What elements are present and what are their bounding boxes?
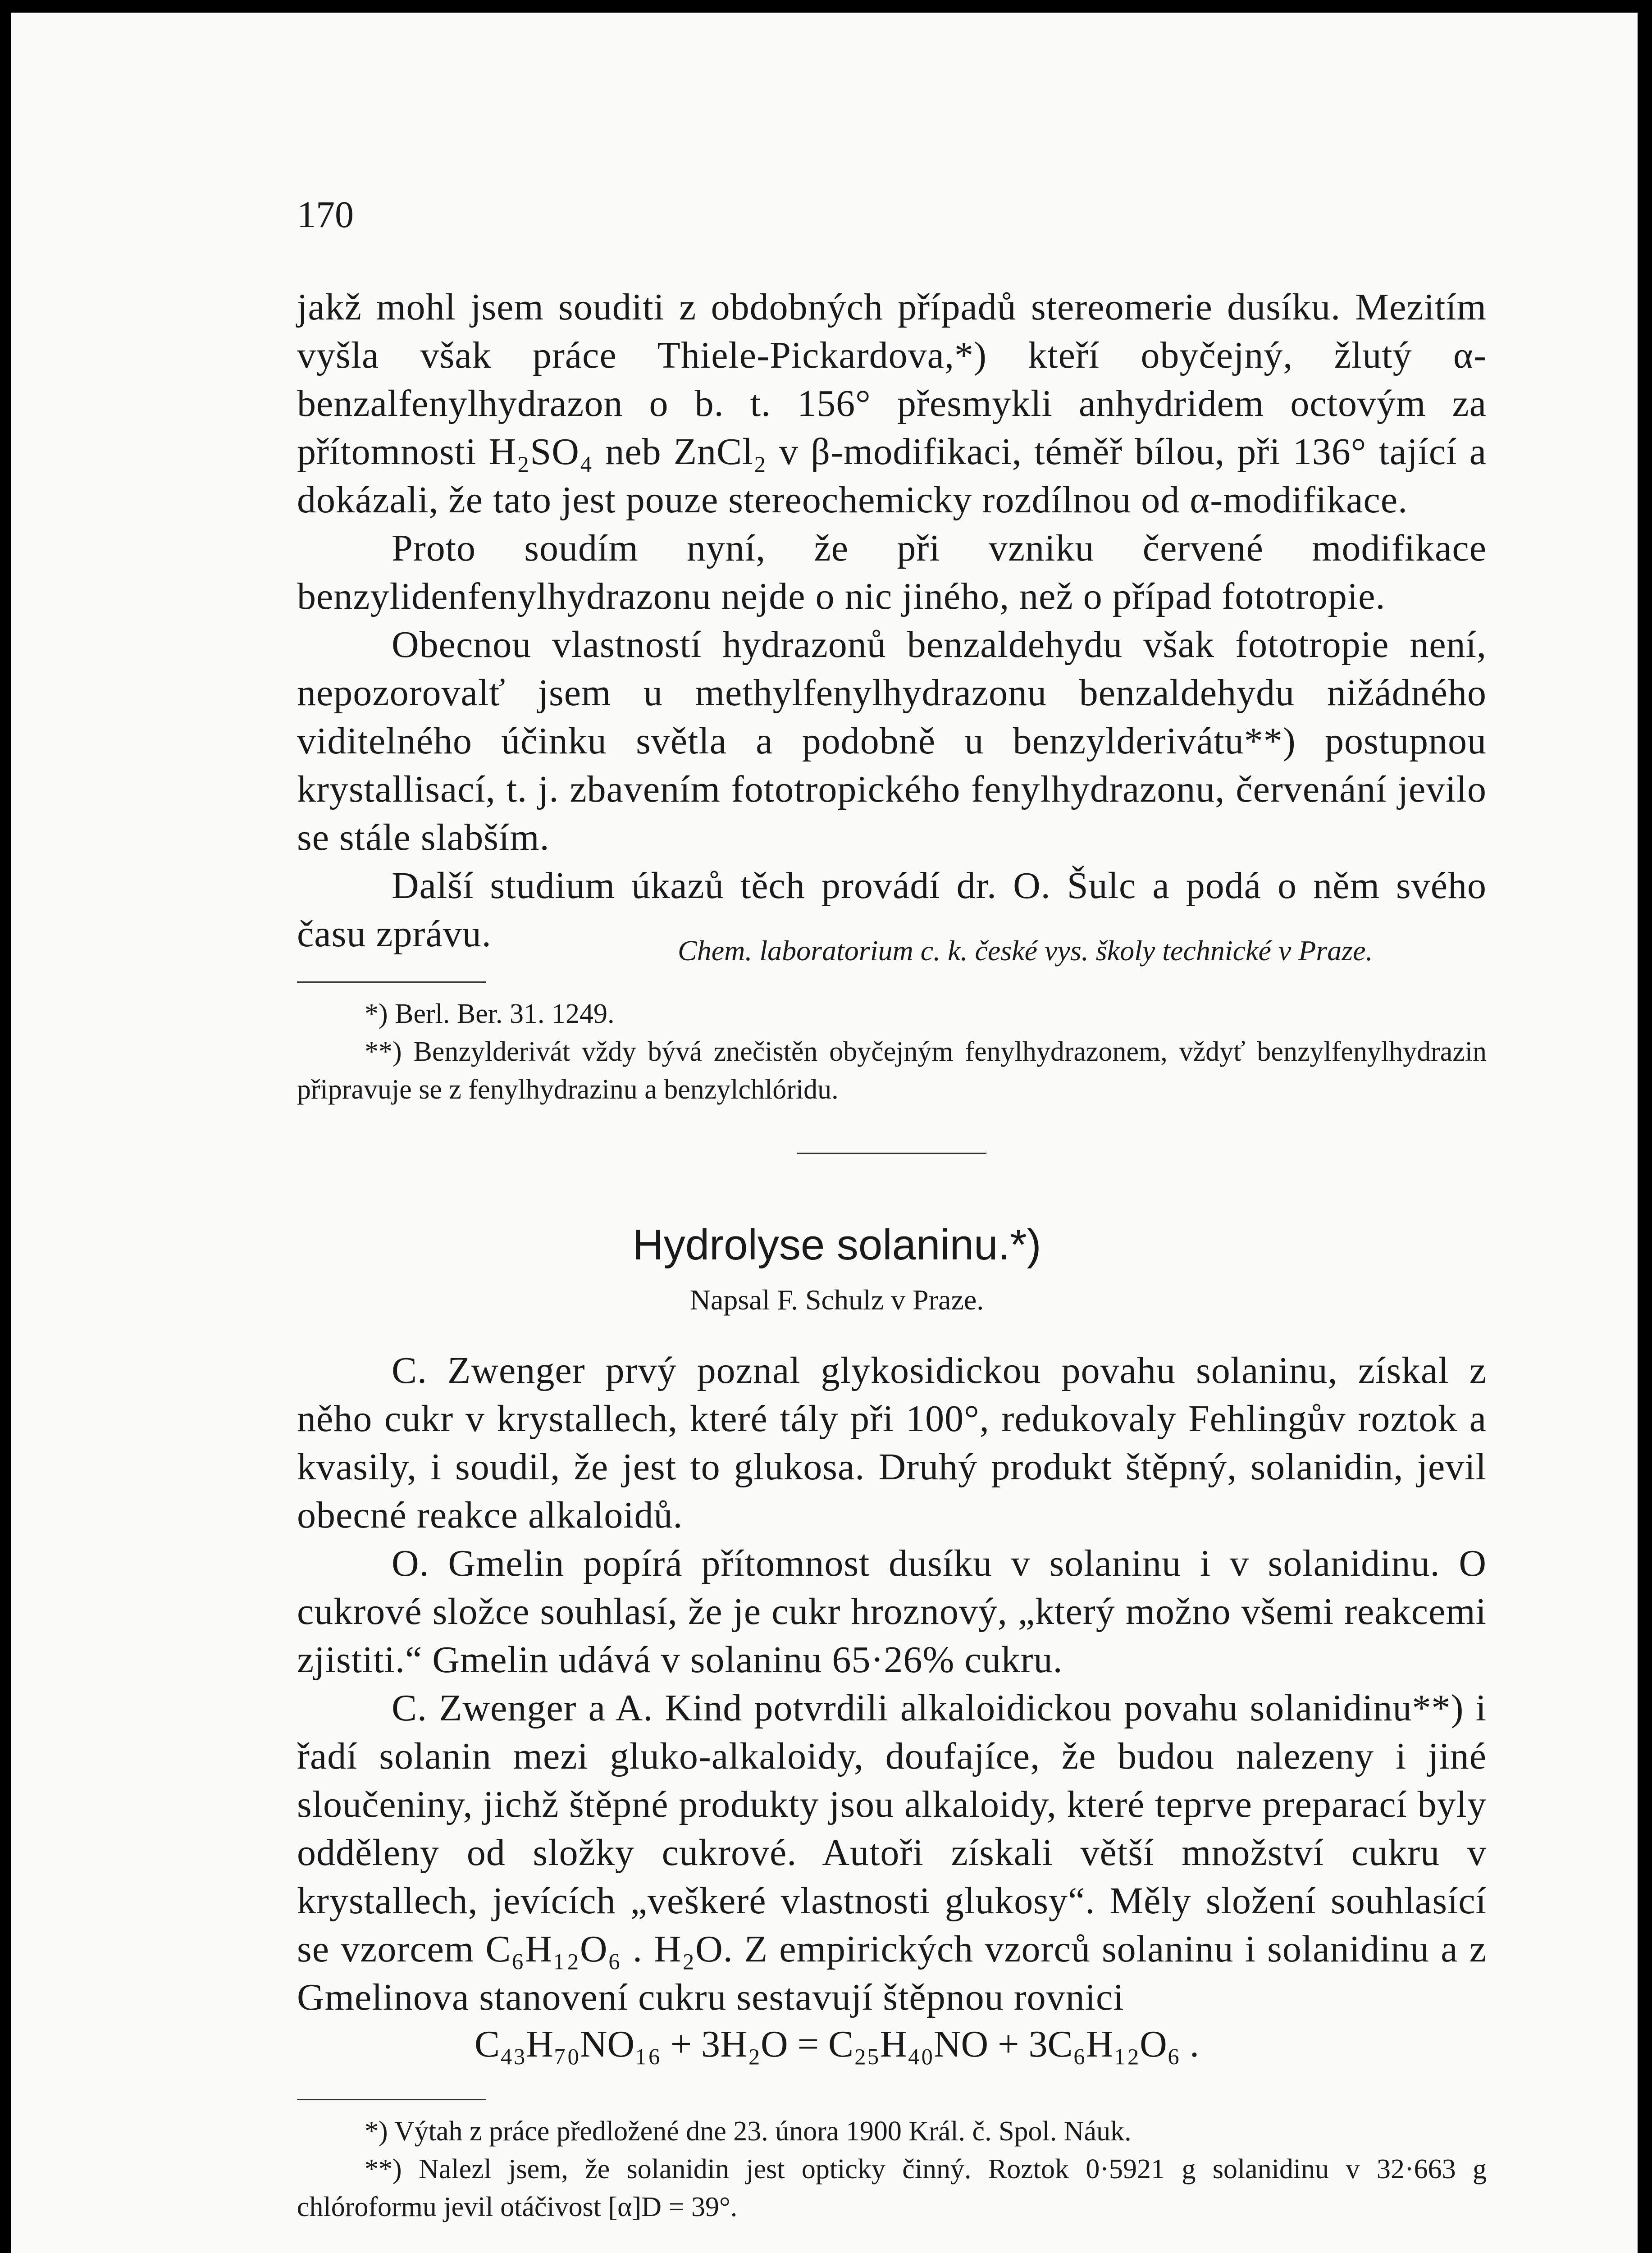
paragraph: C. Zwenger a A. Kind potvrdili alkaloidickou povahu solanidinu**) i řadí solanin mezi gluko-alkaloidy, doufajíce, že budou nalezeny i jiné sloučeniny, jichž štěpné produkty jsou alkaloidy, které teprve preparací byly odděleny od složky cukrové. Autoři získali větší množství cukru v krystallech, jevících „veškeré vlastnosti glukosy“. Měly složení souhlasící se vzorcem C₆H₁₂O₆ . H₂O. Z empirických vzorců solaninu i solanidinu a z Gmelinova stanovení cukru sestavují štěpnou rovnici [297,1687,1487,2018]
paragraph: Další studium úkazů těch provádí dr. O. Šulc a podá o něm svého času zprávu. [297,865,1487,955]
footnote-rule [297,2099,486,2100]
footnote-rule [297,981,486,983]
paragraph: O. Gmelin popírá přítomnost dusíku v solaninu i v solanidinu. O cukrové složce souhlasí, že je cukr hroznový, „který možno všemi reakcemi zjistiti.“ Gmelin udává v solaninu 65·26% cukru. [297,1542,1487,1681]
section-divider [797,1153,986,1154]
paragraph: Proto soudím nyní, že při vzniku červené modifikace benzylidenfenylhydrazonu nejde o nic jiného, než o případ fototropie. [297,527,1487,617]
page-number: 170 [297,194,354,236]
paragraph: C. Zwenger prvý poznal glykosidickou povahu solaninu, získal z něho cukr v krystallech, které tály při 100°, redukovaly Fehlingův roztok a kvasily, i soudil, že jest to glukosa. Druhý produkt štěpný, solanidin, jevil obecné reakce alkaloidů. [297,1350,1487,1536]
document-page [11,13,1638,2253]
section1-body [297,283,1487,958]
article-footnotes [297,2112,1487,2226]
lab-signature: Chem. laboratorium c. k. české vys. školy technické v Praze. [678,935,1373,967]
article-byline: Napsal F. Schulz v Praze. [689,1284,984,1316]
footnote: **) Nalezl jsem, že solanidin jest opticky činný. Roztok 0·5921 g solanidinu v 32·663 g chlóroformu jevil otáčivost [α]D = 39°. [297,2154,1487,2222]
footnote: *) Výtah z práce předložené dne 23. února 1900 Král. č. Spol. Náuk. [365,2116,1132,2147]
paragraph: jakž mohl jsem souditi z obdobných případů stereomerie dusíku. Mezitím vyšla však práce Thiele-Pickardova,*) kteří obyčejný, žlutý α-benzalfenylhydrazon o b. t. 156° přesmykli anhydridem octovým za přítomnosti H₂SO₄ neb ZnCl₂ v β-modifikaci, téměř bílou, při 136° tající a dokázali, že tato jest pouze stereochemicky rozdílnou od α-modifikace. [297,286,1487,521]
footnote: *) Berl. Ber. 31. 1249. [365,999,615,1029]
paragraph: Obecnou vlastností hydrazonů benzaldehydu však fototropie není, nepozorovalť jsem u methylfenylhydrazonu benzaldehydu nižádného viditelného účinku světla a podobně u benzylderivátu**) postupnou krystallisací, t. j. zbavením fototropického fenylhydrazonu, červenání jevilo se stále slabším. [297,624,1487,858]
article-body [297,1346,1487,2021]
article-title: Hydrolyse solaninu.*) [632,1221,1041,1269]
footnote: **) Benzylderivát vždy bývá znečistěn obyčejným fenylhydrazonem, vždyť benzylfenylhydrazin připravuje se z fenylhydrazinu a benzylchlóridu. [297,1036,1487,1105]
section1-footnotes [297,995,1487,1108]
equation: C₄₃H₇₀NO₁₆ + 3H₂O = C₂₅H₄₀NO + 3C₆H₁₂O₆ . [474,2023,1200,2065]
